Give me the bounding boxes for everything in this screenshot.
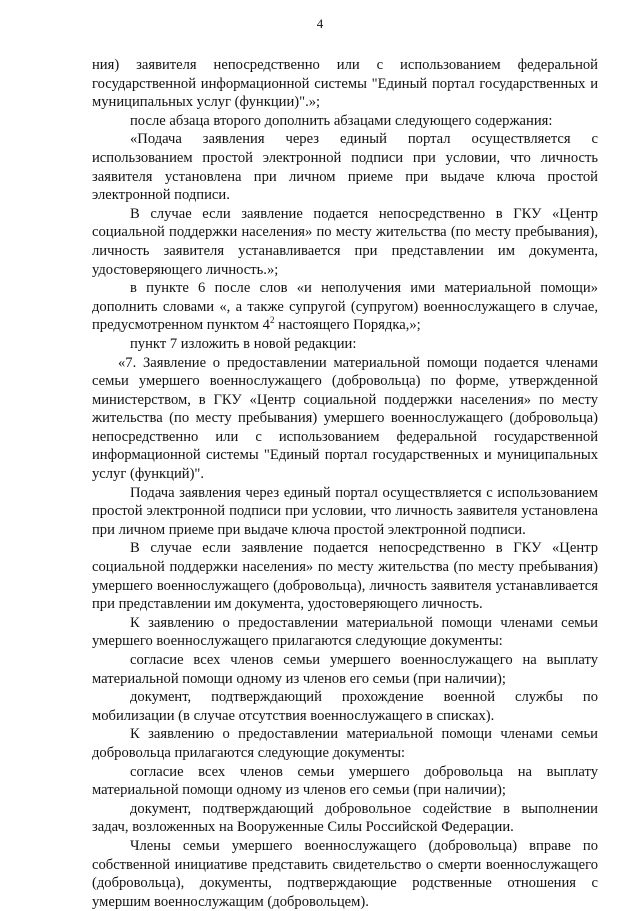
paragraph: Подача заявления через единый портал осуществляется с использованием простой электронной подписи при условии, что личность заявителя установлена при личном приеме при выдаче ключа простой электронной подписи. bbox=[92, 484, 598, 538]
paragraph: К заявлению о предоставлении материальной помощи членами семьи умершего военнослужащего прилагаются следующие документы: bbox=[92, 614, 598, 650]
superscript: 2 bbox=[269, 315, 275, 326]
paragraph: ния) заявителя непосредственно или с использованием федеральной государственной информационной системы "Единый портал государственных и муниципальных услуг (функции)".»; bbox=[92, 57, 598, 111]
paragraph: после абзаца второго дополнить абзацами следующего содержания: bbox=[130, 112, 553, 129]
paragraph: В случае если заявление подается непосредственно в ГКУ «Центр социальной поддержки населения» по месту жительства (по месту пребывания) умершего военнослужащего (добровольца), личность заявителя устанавливается при представлении им документа, удостоверяющего личность. bbox=[92, 540, 598, 613]
paragraph-text: настоящего Порядка,»; bbox=[274, 317, 421, 334]
paragraph: пункт 7 изложить в новой редакции: bbox=[130, 335, 357, 352]
paragraph: К заявлению о предоставлении материальной помощи членами семьи добровольца прилагаются следующие документы: bbox=[92, 726, 598, 761]
paragraph: документ, подтверждающий прохождение военной службы по мобилизации (в случае отсутствия военнослужащего в списках). bbox=[92, 689, 598, 724]
paragraph: Члены семьи умершего военнослужащего (добровольца) вправе по собственной инициативе представить свидетельство о смерти военнослужащего (добровольца), документы, подтверждающие родственные отношения с умершим военнослужащим (добровольцем). bbox=[92, 837, 598, 910]
page-number: 4 bbox=[316, 16, 324, 31]
paragraph: согласие всех членов семьи умершего добровольца на выплату материальной помощи одному из членов его семьи (при наличии); bbox=[92, 763, 598, 799]
paragraph: документ, подтверждающий добровольное содействие в выполнении задач, возложенных на Вооруженные Силы Российской Федерации. bbox=[92, 800, 598, 836]
document-body bbox=[92, 56, 598, 911]
paragraph: «7. Заявление о предоставлении материальной помощи подается членами семьи умершего военнослужащего (добровольца) по форме, утвержденной министерством, в ГКУ «Центр социальной поддержки населения» по месту жительства (по месту пребывания) умершего военнослужащего (добровольца) непосредственно или с использованием федеральной государственной информационной системы "Единый портал государственных и муниципальных услуг (функций)". bbox=[92, 354, 598, 483]
paragraph bbox=[92, 279, 598, 335]
paragraph-text: в пункте 6 после слов «и неполучения ими материальной помощи» дополнить словами «, а также супругой (супругом) военнослужащего в случае, предусмотренном пунктом 4 bbox=[92, 280, 598, 334]
paragraph: В случае если заявление подается непосредственно в ГКУ «Центр социальной поддержки населения» по месту жительства (по месту пребывания), личность заявителя устанавливается при представлении им документа, удостоверяющего личность.»; bbox=[92, 205, 598, 278]
paragraph: согласие всех членов семьи умершего военнослужащего на выплату материальной помощи одному из членов его семьи (при наличии); bbox=[92, 652, 598, 687]
paragraph: «Подача заявления через единый портал осуществляется с использованием простой электронной подписи при условии, что личность заявителя установлена при личном приеме при выдаче ключа простой электронной подписи. bbox=[92, 131, 598, 204]
